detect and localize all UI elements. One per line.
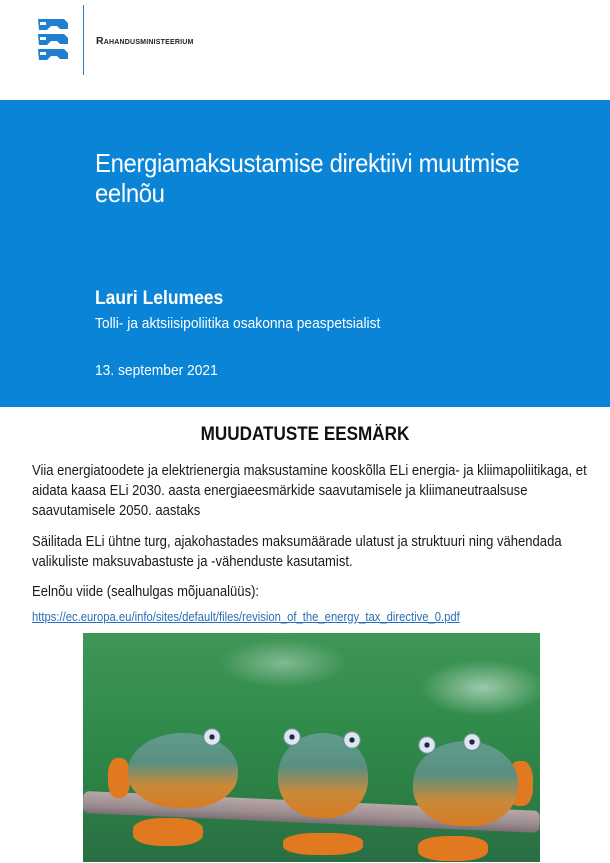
page-header [0, 0, 610, 100]
author-name: Lauri Lelumees [95, 288, 224, 309]
coat-of-arms-icon [36, 16, 72, 64]
header-divider [83, 5, 84, 75]
paragraph-goal-2: Säilitada ELi ühtne turg, ajakohastades maksumäärade ulatust ja struktuuri ning vähendada valikuliste maksuvabastuste ja -vähenduste kasutamist. [32, 534, 562, 570]
author-role: Tolli- ja aktsiisipoliitika osakonna peaspetsialist [95, 315, 381, 332]
frog-middle [253, 728, 383, 853]
directive-pdf-link[interactable]: https://ec.europa.eu/info/sites/default/files/revision_of_the_energy_tax_directive_0.pdf [32, 610, 460, 624]
paragraph-goal-1: Viia energiatoodete ja elektrienergia maksustamine kooskõlla ELi energia- ja kliimapoliitikaga, et aidata kaasa ELi 2030. aasta energiaeesmärkide saavutamisele ja kliimaneutraalsuse saavutamisele 2050. aastaks [32, 463, 587, 519]
frogs-photo [83, 633, 540, 862]
document-date: 13. september 2021 [95, 362, 218, 379]
title-banner [0, 100, 610, 407]
document-title: Energiamaksustamise direktiivi muutmise eelnõu [95, 148, 520, 208]
ministry-name: Rahandusministeerium [96, 35, 194, 47]
frog-left [103, 718, 253, 848]
section-title: MUUDATUSTE EESMÄRK [200, 424, 410, 445]
paragraph-reference-label: Eelnõu viide (sealhulgas mõjuanalüüs): [32, 584, 260, 600]
frog-right [398, 731, 540, 861]
